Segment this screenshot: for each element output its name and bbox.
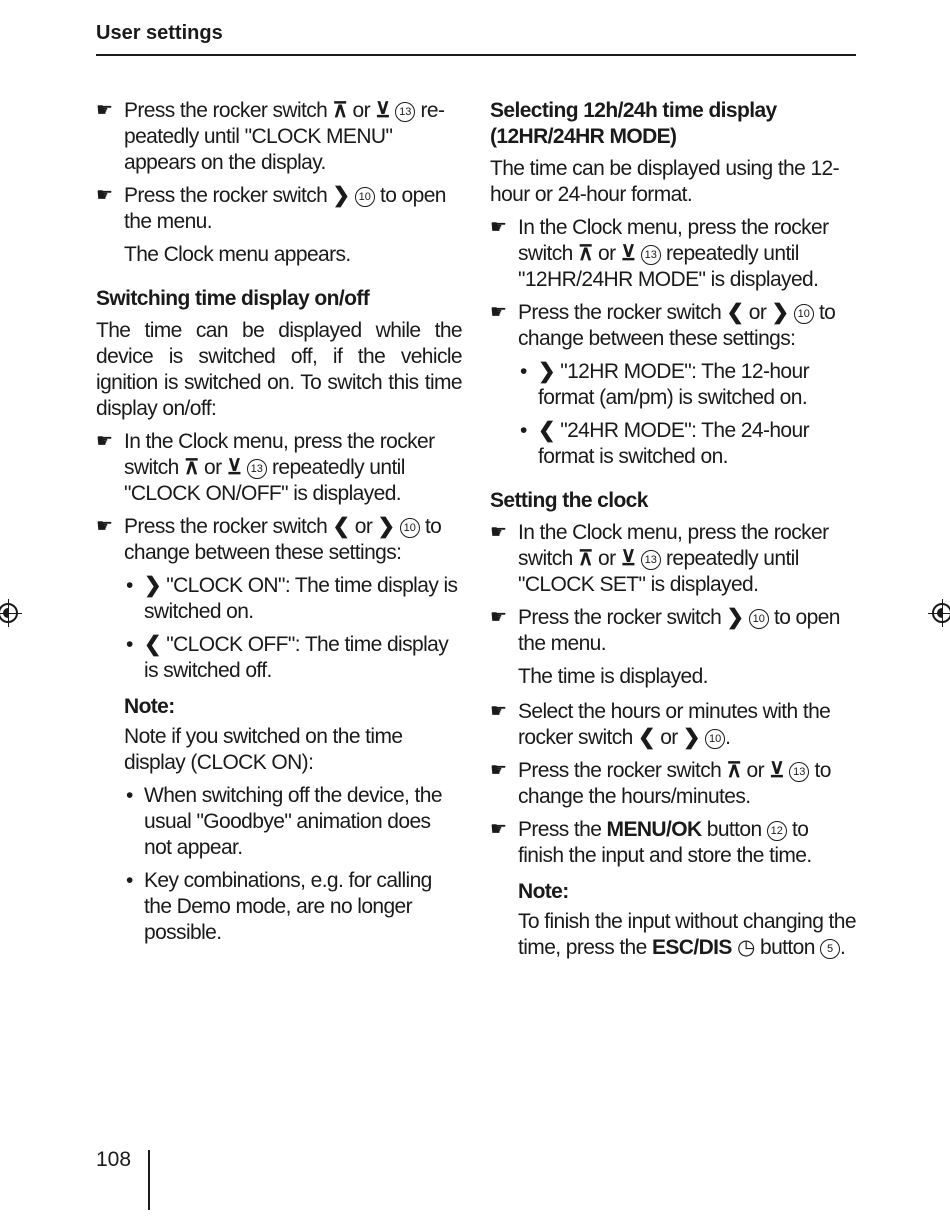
note-title: Note: <box>124 695 175 718</box>
rocker-left-icon: ❮ <box>144 633 161 656</box>
pointing-hand-icon: ☛ <box>96 100 113 121</box>
instruction-step: ☛ In the Clock menu, press the rocker switch ⊼ or ⊻ 13 repeatedly until "CLOCK SET" is displayed. <box>490 521 829 596</box>
callout-number: 12 <box>767 821 787 841</box>
pointing-hand-icon: ☛ <box>96 516 113 537</box>
rocker-left-icon: ❮ <box>538 419 555 442</box>
pointing-hand-icon: ☛ <box>96 185 113 206</box>
callout-number: 10 <box>705 729 725 749</box>
pointing-hand-icon: ☛ <box>490 302 507 323</box>
note-box <box>96 694 462 946</box>
callout-number: 13 <box>247 459 267 479</box>
rocker-up-icon: ⊼ <box>332 99 348 122</box>
button-name: ESC/DIS <box>651 936 732 959</box>
list-item: • When switching off the device, the usual "Goodbye" animation does not appear. <box>126 784 442 859</box>
callout-number: 5 <box>820 939 840 959</box>
rocker-right-icon: ❯ <box>726 606 744 629</box>
rocker-left-icon: ❮ <box>637 726 655 749</box>
rocker-right-icon: ❯ <box>771 301 789 324</box>
bullet-icon: • <box>520 419 527 442</box>
instruction-step: ☛ Press the rocker switch ⊼ or ⊻ 13 to change the hours/minutes. <box>490 759 831 808</box>
section-heading: Selecting 12h/24h time display (12HR/24HR MODE) <box>490 99 777 148</box>
section-heading: Setting the clock <box>490 489 648 512</box>
rocker-right-icon: ❯ <box>332 184 350 207</box>
list-item: • ❮ "CLOCK OFF": The time display is switched off. <box>126 633 449 682</box>
bullet-icon: • <box>126 633 133 656</box>
pointing-hand-icon: ☛ <box>490 217 507 238</box>
body-paragraph: The time can be displayed while the device is switched off, if the vehicle ignition is switched on. To switch this time display on/off: <box>96 319 462 420</box>
pointing-hand-icon: ☛ <box>490 701 507 722</box>
pointing-hand-icon: ☛ <box>490 760 507 781</box>
list-item: • ❯ "12HR MODE": The 12-hour format (am/pm) is switched on. <box>520 360 809 409</box>
rocker-up-icon: ⊼ <box>577 547 593 570</box>
list-item: • ❮ "24HR MODE": The 24-hour format is switched on. <box>520 419 809 468</box>
callout-number: 10 <box>400 518 420 538</box>
callout-number: 10 <box>794 304 814 324</box>
bullet-icon: • <box>126 869 133 892</box>
instruction-step: ☛ Press the rocker switch ❯ 10 to open the menu. <box>490 606 840 655</box>
bullet-list <box>518 359 856 470</box>
callout-number: 10 <box>355 187 375 207</box>
rocker-down-icon: ⊻ <box>226 456 242 479</box>
button-name: MENU/OK <box>606 818 702 841</box>
rocker-down-icon: ⊻ <box>375 99 391 122</box>
bullet-list <box>124 573 462 684</box>
section-heading: Switching time display on/off <box>96 287 370 310</box>
registration-mark-icon <box>0 603 18 623</box>
clock-icon: ◷ <box>737 936 755 959</box>
list-item: • Key combinations, e.g. for calling the Demo mode, are no longer possible. <box>126 869 432 944</box>
note-text: Note if you switched on the time display (CLOCK ON): <box>124 725 403 774</box>
instruction-step: ☛ Press the rocker switch ❮ or ❯ 10 to change between these settings: <box>96 515 442 564</box>
rocker-left-icon: ❮ <box>332 515 350 538</box>
instruction-step: ☛ Press the MENU/OK button 12 to finish the input and store the time. <box>490 818 812 867</box>
instruction-step: ☛ Press the rocker switch ❮ or ❯ 10 to change between these settings: <box>490 301 836 350</box>
bullet-list <box>124 783 462 946</box>
page-number-rule <box>148 1150 150 1210</box>
rocker-right-icon: ❯ <box>682 726 700 749</box>
instruction-step: ☛ Select the hours or minutes with the rocker switch ❮ or ❯ 10 . <box>490 700 831 749</box>
rocker-right-icon: ❯ <box>144 574 161 597</box>
pointing-hand-icon: ☛ <box>490 819 507 840</box>
rocker-up-icon: ⊼ <box>577 242 593 265</box>
note-text: To finish the input without changing the time, press the ESC/DIS ◷ button 5 . <box>518 910 856 959</box>
callout-number: 10 <box>749 609 769 629</box>
rocker-right-icon: ❯ <box>538 360 555 383</box>
callout-number: 13 <box>395 102 415 122</box>
rocker-left-icon: ❮ <box>726 301 744 324</box>
instruction-step: ☛ Press the rocker switch ⊼ or ⊻ 13 re-peatedly until "CLOCK MENU" appears on the display. <box>96 99 445 174</box>
callout-number: 13 <box>641 550 661 570</box>
pointing-hand-icon: ☛ <box>96 431 113 452</box>
rocker-down-icon: ⊻ <box>620 547 636 570</box>
rocker-right-icon: ❯ <box>377 515 395 538</box>
left-column <box>96 98 462 953</box>
list-item: • ❯ "CLOCK ON": The time display is switched on. <box>126 574 458 623</box>
step-result: The time is displayed. <box>518 665 708 688</box>
pointing-hand-icon: ☛ <box>490 522 507 543</box>
note-box <box>490 879 856 961</box>
rocker-up-icon: ⊼ <box>183 456 199 479</box>
pointing-hand-icon: ☛ <box>490 607 507 628</box>
bullet-icon: • <box>126 784 133 807</box>
instruction-step: ☛ Press the rocker switch ❯ 10 to open the menu. <box>96 184 446 233</box>
rocker-up-icon: ⊼ <box>726 759 742 782</box>
instruction-step: ☛ In the Clock menu, press the rocker switch ⊼ or ⊻ 13 repeatedly until "12HR/24HR MODE" is displayed. <box>490 216 829 291</box>
page-header: User settings <box>96 22 856 56</box>
bullet-icon: • <box>520 360 527 383</box>
rocker-down-icon: ⊻ <box>620 242 636 265</box>
step-result: The Clock menu appears. <box>124 243 351 266</box>
page-number: 108 <box>96 1148 132 1171</box>
body-paragraph: The time can be displayed using the 12-hour or 24-hour format. <box>490 157 839 206</box>
note-title: Note: <box>518 880 569 903</box>
registration-mark-icon <box>932 603 950 623</box>
right-column <box>490 98 856 968</box>
callout-number: 13 <box>641 245 661 265</box>
instruction-step: ☛ In the Clock menu, press the rocker switch ⊼ or ⊻ 13 repeatedly until "CLOCK ON/OFF" is displayed. <box>96 430 435 505</box>
callout-number: 13 <box>789 762 809 782</box>
bullet-icon: • <box>126 574 133 597</box>
rocker-down-icon: ⊻ <box>769 759 785 782</box>
